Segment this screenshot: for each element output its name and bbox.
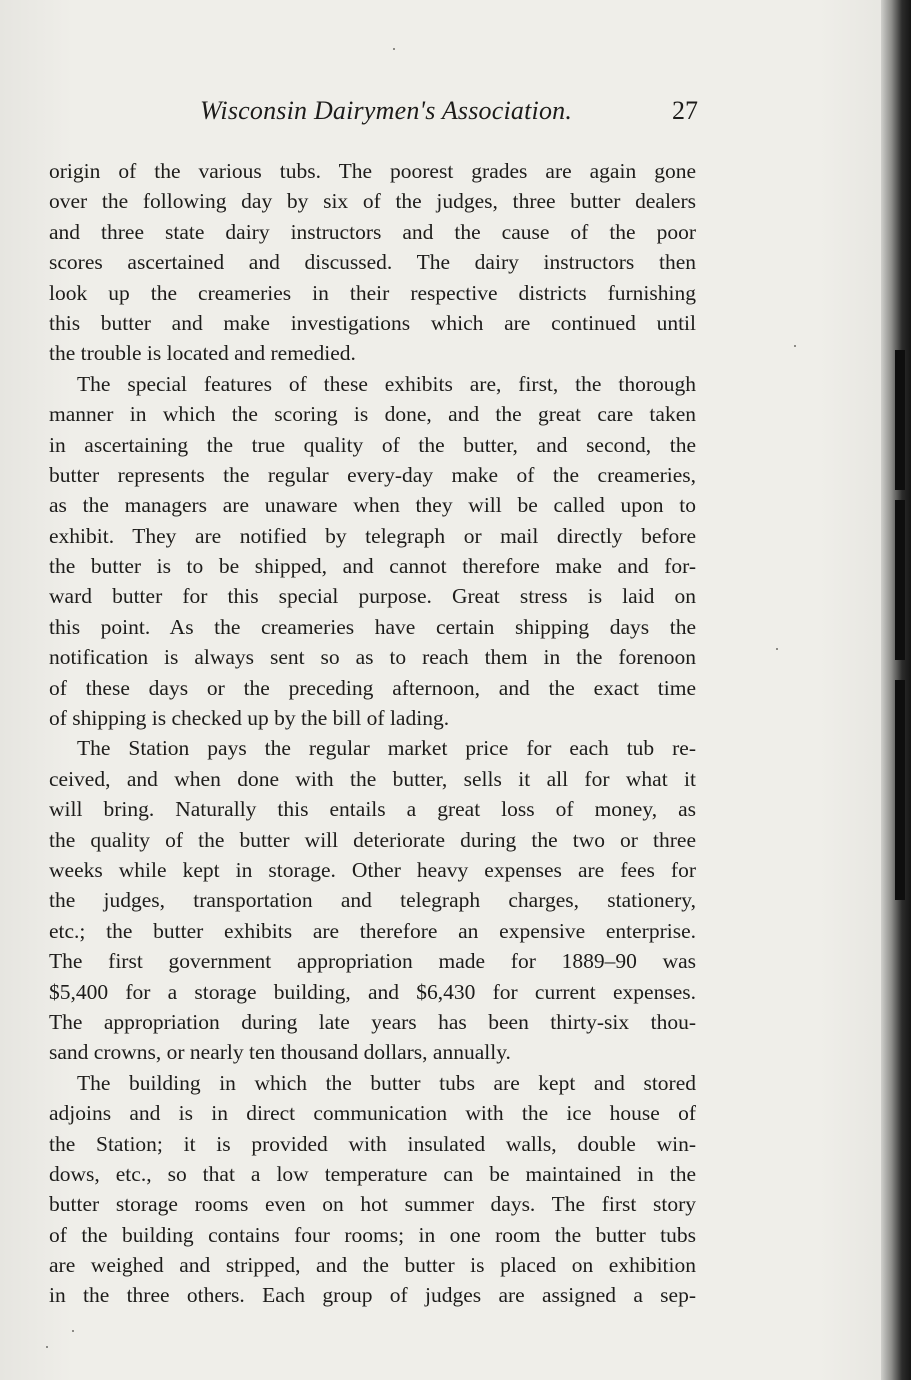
- book-spine-edge: [881, 0, 911, 1380]
- text-line: dows, etc., so that a low temperature can be maintained in the: [49, 1161, 696, 1186]
- paper-speck: [794, 345, 796, 347]
- text-line: look up the creameries in their respective districts furnishing: [49, 280, 696, 305]
- text-line: weeks while kept in storage. Other heavy expenses are fees for: [49, 857, 696, 882]
- text-line: exhibit. They are notified by telegraph or mail directly before: [49, 523, 696, 548]
- text-line: the trouble is located and remedied.: [49, 341, 356, 366]
- text-line: are weighed and stripped, and the butter is placed on exhibition: [49, 1253, 696, 1278]
- text-line: The special features of these exhibits are, first, the thorough: [77, 371, 696, 396]
- text-line: this butter and make investigations which are continued until: [49, 310, 696, 335]
- text-line: butter represents the regular every-day make of the creameries,: [49, 462, 696, 487]
- text-line: will bring. Naturally this entails a great loss of money, as: [49, 797, 696, 822]
- text-line: The first government appropriation made for 1889–90 was: [49, 949, 696, 974]
- text-line: in ascertaining the true quality of the butter, and second, the: [49, 432, 696, 457]
- text-line: The building in which the butter tubs are kept and stored: [77, 1070, 696, 1095]
- paper-speck: [393, 48, 395, 50]
- text-line: notification is always sent so as to reach them in the forenoon: [49, 645, 696, 670]
- text-line: adjoins and is in direct communication with the ice house of: [49, 1101, 696, 1126]
- binding-shadow: [895, 500, 905, 660]
- text-line: of shipping is checked up by the bill of lading.: [49, 706, 450, 731]
- text-line: of the building contains four rooms; in one room the butter tubs: [49, 1222, 696, 1247]
- text-line: the judges, transportation and telegraph charges, stationery,: [49, 888, 696, 913]
- text-line: the butter is to be shipped, and cannot therefore make and for-: [49, 554, 696, 579]
- text-line: sand crowns, or nearly ten thousand dollars, annually.: [49, 1040, 511, 1065]
- binding-shadow: [895, 350, 905, 490]
- text-line: etc.; the butter exhibits are therefore an expensive enterprise.: [49, 918, 696, 943]
- text-line: origin of the various tubs. The poorest grades are again gone: [49, 159, 696, 183]
- text-line: butter storage rooms even on hot summer days. The first story: [49, 1192, 696, 1217]
- body-text: [49, 156, 696, 1311]
- text-line: scores ascertained and discussed. The dairy instructors then: [49, 250, 696, 275]
- text-line: and three state dairy instructors and the cause of the poor: [49, 219, 696, 244]
- text-line: $5,400 for a storage building, and $6,430 for current expenses.: [49, 979, 696, 1004]
- text-line: manner in which the scoring is done, and the great care taken: [49, 402, 696, 427]
- text-line: ward butter for this special purpose. Great stress is laid on: [49, 584, 696, 609]
- text-line: ceived, and when done with the butter, sells it all for what it: [49, 766, 696, 791]
- text-line: The appropriation during late years has been thirty-six thou-: [49, 1009, 696, 1034]
- paper-speck: [72, 1330, 74, 1332]
- running-title: Wisconsin Dairymen's Association.: [200, 96, 573, 125]
- paper-speck: [46, 1346, 48, 1348]
- text-line: the Station; it is provided with insulated walls, double win-: [49, 1131, 696, 1156]
- page-number: 27: [672, 96, 698, 125]
- text-line: the quality of the butter will deteriorate during the two or three: [49, 827, 696, 852]
- text-line: this point. As the creameries have certain shipping days the: [49, 614, 696, 639]
- text-line: of these days or the preceding afternoon, and the exact time: [49, 675, 696, 700]
- text-line: as the managers are unaware when they will be called upon to: [49, 493, 696, 518]
- text-line: in the three others. Each group of judges are assigned a sep-: [49, 1283, 696, 1308]
- paper-speck: [776, 648, 778, 650]
- text-line: The Station pays the regular market price for each tub re-: [77, 736, 696, 761]
- binding-shadow: [895, 680, 905, 900]
- text-line: over the following day by six of the judges, three butter dealers: [49, 189, 696, 214]
- page-header: [48, 96, 698, 136]
